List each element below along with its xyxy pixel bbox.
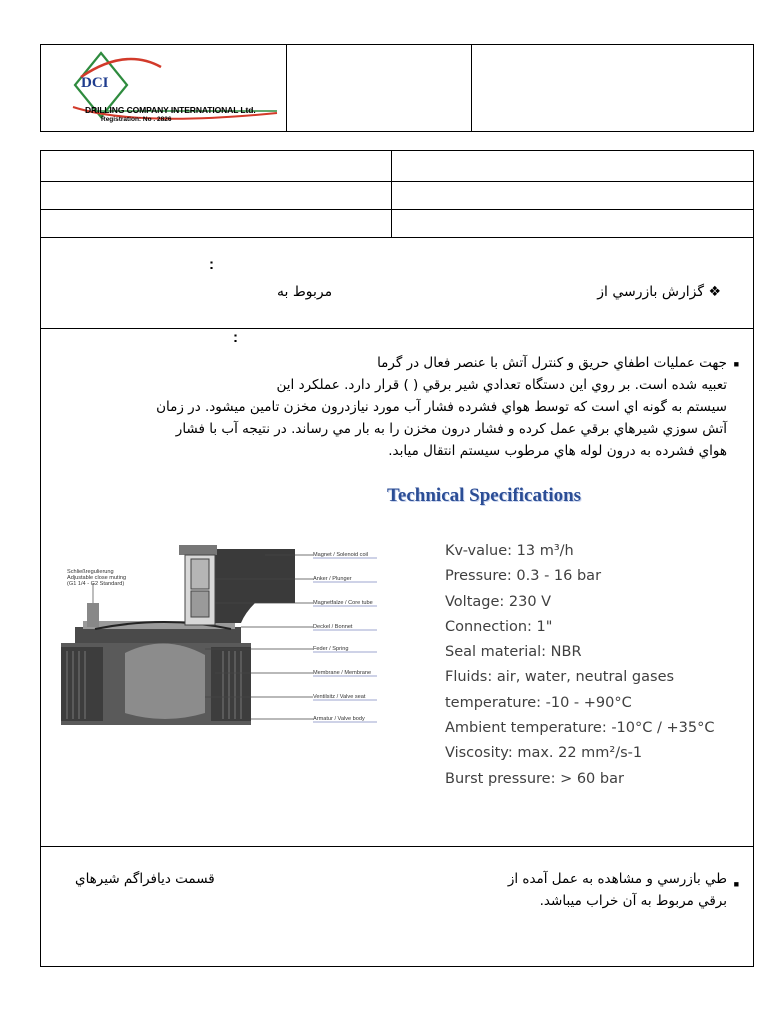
title-colon: :: [209, 256, 214, 273]
spec-item: temperature: -10 - +90°C: [445, 694, 632, 711]
valve-label: Magnet / Solenoid coil: [313, 552, 369, 558]
info-row-2: [41, 182, 753, 210]
bullet-icon: ■: [733, 359, 739, 369]
valve-label: Membrane / Membrane: [313, 670, 372, 676]
valve-label: Armatur / Valve body: [313, 716, 365, 722]
spec-item: Connection: 1": [445, 618, 553, 635]
logo-cell: [41, 45, 287, 131]
spec-item: Ambient temperature: -10°C / +35°C: [445, 720, 715, 737]
paragraph-line: سيستم به گونه اي است كه توسط هواي فشرده فشار آب مورد نيازدرون مخزن تامين ميشود. در زمان: [156, 399, 727, 415]
spec-item: Pressure: 0.3 - 16 bar: [445, 568, 602, 585]
valve-label: Magnetfalze / Core tube: [313, 600, 373, 606]
info-row-3: [41, 210, 753, 238]
finding-text-line2: برقي مربوط به آن خراب ميباشد.: [539, 893, 727, 909]
logo-registration: Registration: No . 2826: [101, 116, 172, 123]
paragraph-line: تعبيه شده است. بر روي اين دستگاه تعدادي شير برقي ( ) قرار دارد. عملكرد اين: [276, 377, 727, 393]
description-colon: :: [233, 329, 238, 346]
valve-label: Feder / Spring: [313, 646, 349, 652]
valve-left-label: (G1 1/4 - G2 Standard): [67, 581, 125, 587]
spec-item: Kv-value: 13 m³/h: [445, 543, 574, 559]
specs-list: [445, 539, 714, 792]
paragraph-line: جهت عمليات اطفاي حريق و كنترل آتش با عنصر فعال در گرما: [377, 355, 727, 371]
report-title-row: [41, 238, 753, 329]
findings-row: [41, 847, 753, 968]
valve-label: Anker / Plunger: [313, 576, 352, 582]
description-row: [41, 329, 753, 847]
header-cell-middle: [287, 45, 472, 131]
valve-label: Deckel / Bonnet: [313, 624, 353, 630]
description-paragraph: [57, 352, 727, 462]
spec-item: Fluids: air, water, neutral gases: [445, 669, 675, 686]
paragraph-line: هواي فشرده به درون لوله هاي مرطوب سيستم انتقال ميابد.: [388, 443, 727, 459]
spec-item: Seal material: NBR: [445, 644, 582, 661]
paragraph-line: آتش سوزي شيرهاي برقي عمل كرده و فشار درون مخزن را به بار مي رساند. در نتيجه آب با فشار: [175, 421, 727, 437]
finding-text-start: طي بازرسي و مشاهده به عمل آمده از: [507, 871, 727, 887]
spec-item: Voltage: 230 V: [445, 593, 552, 610]
header-cell-right: [472, 45, 753, 131]
technical-specifications-title: Technical Specifications: [387, 485, 582, 506]
header-table: [40, 44, 754, 132]
valve-left-label: Schließregulierung: [67, 569, 114, 575]
logo-mark: DCI: [81, 75, 109, 91]
solenoid-valve-diagram: [55, 543, 385, 733]
bullet-icon: ■: [733, 879, 739, 889]
spec-item: Viscosity: max. 22 mm²/s-1: [445, 745, 643, 762]
spec-item: Burst pressure: > 60 bar: [445, 770, 624, 787]
logo-company-name: DRILLING COMPANY INTERNATIONAL Ltd.: [85, 105, 256, 115]
valve-left-label: Adjustable close muting: [67, 575, 127, 581]
report-title: ❖ گزارش بازرسي از: [597, 284, 721, 300]
info-row-1: [41, 151, 753, 182]
report-title-related: مربوط به: [277, 284, 333, 300]
valve-label: Ventilsitz / Valve seat: [313, 694, 366, 700]
finding-text-end: قسمت ديافراگم شيرهاي: [75, 871, 215, 887]
report-table: [40, 150, 754, 967]
